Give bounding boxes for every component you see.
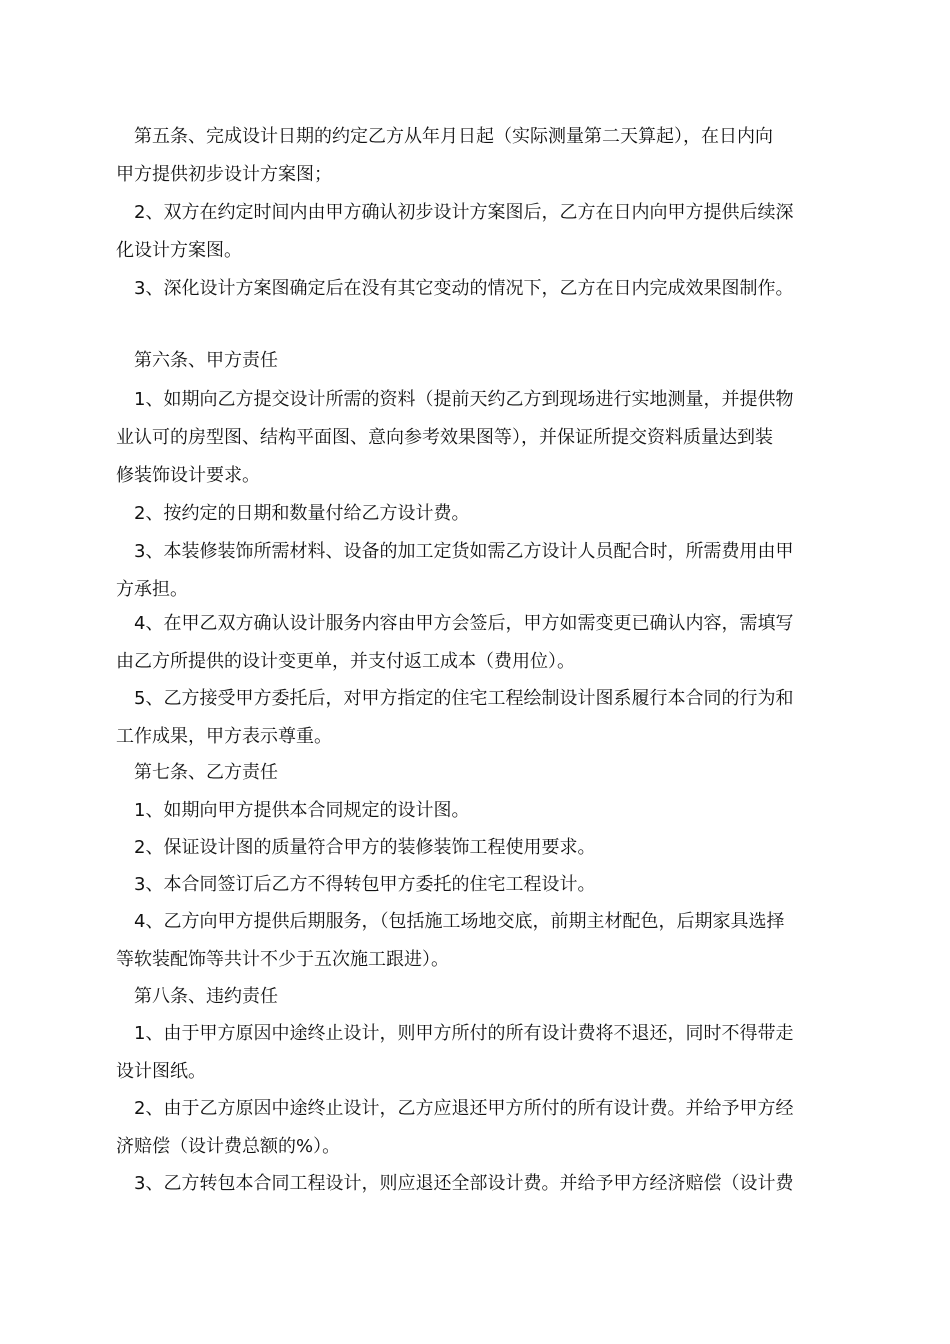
clause-7-item-3-line: 3、本合同签订后乙方不得转包甲方委托的住宅工程设计。 <box>134 874 596 895</box>
clause-6-item-3-continuation: 方承担。 <box>116 579 188 600</box>
clause-6-heading: 第六条、甲方责任 <box>134 350 278 371</box>
clause-6-item-3-line: 3、本装修装饰所需材料、设备的加工定货如需乙方设计人员配合时，所需费用由甲 <box>134 541 794 562</box>
clause-5-item-2-line: 2、双方在约定时间内由甲方确认初步设计方案图后，乙方在日内向甲方提供后续深 <box>134 202 794 223</box>
clause-8-heading: 第八条、违约责任 <box>134 986 278 1007</box>
clause-6-item-1-continuation: 业认可的房型图、结构平面图、意向参考效果图等），并保证所提交资料质量达到装 <box>116 427 773 448</box>
clause-6-item-2-line: 2、按约定的日期和数量付给乙方设计费。 <box>134 503 470 524</box>
clause-8-item-2-continuation: 济赔偿（设计费总额的%）。 <box>116 1136 341 1157</box>
clause-5-heading-continuation: 甲方提供初步设计方案图； <box>116 164 332 185</box>
clause-7-item-4-line: 4、乙方向甲方提供后期服务，（包括施工场地交底，前期主材配色，后期家具选择 <box>134 911 785 932</box>
clause-6-item-4-line: 4、在甲乙双方确认设计服务内容由甲方会签后，甲方如需变更已确认内容，需填写 <box>134 613 794 634</box>
clause-8-item-3-line: 3、乙方转包本合同工程设计，则应退还全部设计费。并给予甲方经济赔偿（设计费 <box>134 1173 794 1194</box>
clause-6-item-5-line: 5、乙方接受甲方委托后，对甲方指定的住宅工程绘制设计图系履行本合同的行为和 <box>134 688 794 709</box>
clause-6-item-1-line: 1、如期向乙方提交设计所需的资料（提前天约乙方到现场进行实地测量，并提供物 <box>134 389 794 410</box>
clause-5-heading-line: 第五条、完成设计日期的约定乙方从年月日起（实际测量第二天算起），在日内向 <box>134 126 773 147</box>
clause-6-item-1-continuation: 修装饰设计要求。 <box>116 465 260 486</box>
clause-5-item-2-continuation: 化设计方案图。 <box>116 240 242 261</box>
clause-7-heading: 第七条、乙方责任 <box>134 762 278 783</box>
clause-7-item-4-continuation: 等软装配饰等共计不少于五次施工跟进）。 <box>116 949 449 970</box>
clause-8-item-1-line: 1、由于甲方原因中途终止设计，则甲方所付的所有设计费将不退还，同时不得带走 <box>134 1023 794 1044</box>
clause-8-item-1-continuation: 设计图纸。 <box>116 1061 206 1082</box>
clause-8-item-2-line: 2、由于乙方原因中途终止设计，乙方应退还甲方所付的所有设计费。并给予甲方经 <box>134 1098 794 1119</box>
clause-6-item-4-continuation: 由乙方所提供的设计变更单，并支付返工成本（费用位）。 <box>116 651 575 672</box>
clause-7-item-1-line: 1、如期向甲方提供本合同规定的设计图。 <box>134 800 470 821</box>
clause-5-item-3-line: 3、深化设计方案图确定后在没有其它变动的情况下，乙方在日内完成效果图制作。 <box>134 278 794 299</box>
clause-7-item-2-line: 2、保证设计图的质量符合甲方的装修装饰工程使用要求。 <box>134 837 596 858</box>
clause-6-item-5-continuation: 工作成果，甲方表示尊重。 <box>116 726 332 747</box>
